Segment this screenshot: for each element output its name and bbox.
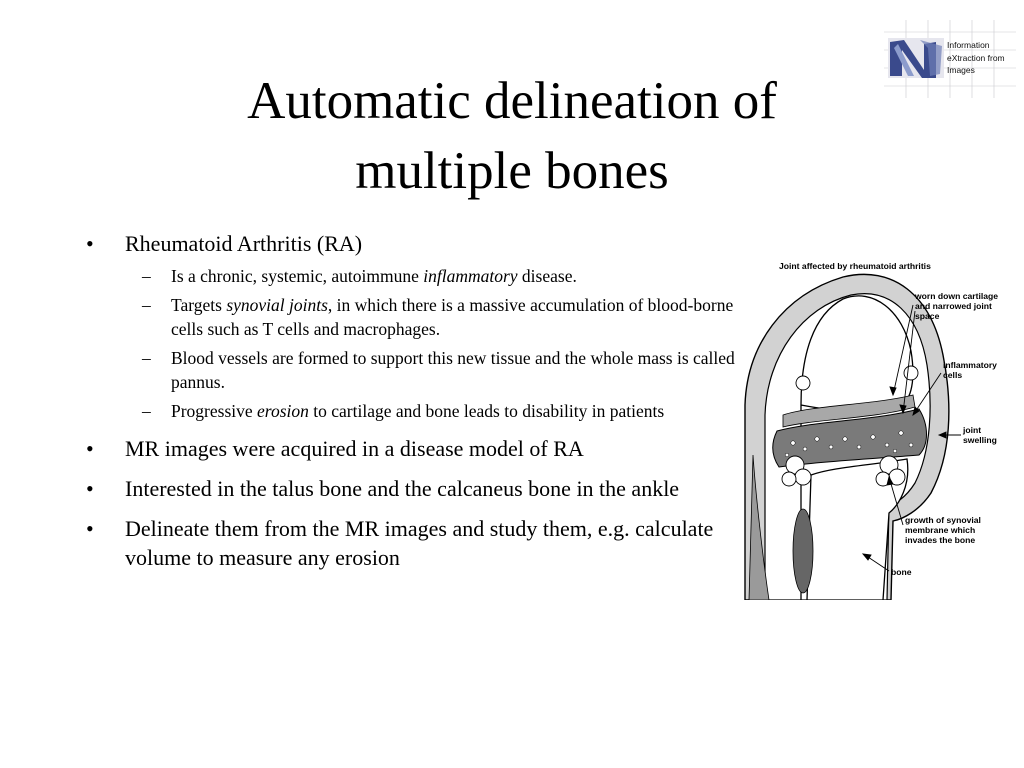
label-swelling-line-2: swelling	[963, 435, 997, 445]
sub-bullet-text-end: , in which there is a massive accumulation of blood-borne cells such as T cells and macrophages.	[171, 295, 734, 339]
bullet-text: MR images were acquired in a disease model of RA	[125, 436, 584, 461]
sub-bullet-emphasis: erosion	[257, 401, 309, 421]
bullet-item-talus-calcaneus	[86, 474, 746, 503]
bullet-list	[86, 229, 746, 572]
bullet-marker: •	[86, 436, 94, 461]
logo-text-line-1: Information	[947, 40, 990, 50]
logo-text-line-2: eXtraction from	[947, 52, 1005, 63]
slide-title-line-2: multiple bones	[355, 142, 669, 200]
logo-text-line-3: Images	[947, 65, 975, 75]
joint-diagram	[743, 255, 1024, 600]
label-cells-line-1: inflammatory	[943, 360, 997, 370]
sub-bullet-text-end: to cartilage and bone leads to disability in patients	[308, 401, 665, 421]
sub-bullet-item	[125, 264, 746, 288]
sub-bullet-marker: –	[142, 295, 151, 315]
left-tendon	[793, 509, 813, 593]
bullet-text: Rheumatoid Arthritis (RA)	[125, 231, 363, 256]
sub-bullet-item	[125, 346, 746, 394]
bullet-text: Interested in the talus bone and the calcaneus bone in the ankle	[125, 476, 680, 501]
sub-bullet-marker: –	[142, 401, 151, 421]
sub-bullet-text: Targets	[171, 295, 227, 315]
sub-bullet-text: Blood vessels are formed to support this new tissue and the whole mass is called pannus.	[171, 348, 735, 392]
bullet-item-ra	[86, 229, 746, 423]
label-synovial-line-3: invades the bone	[905, 535, 976, 545]
bullet-item-delineate	[86, 514, 746, 572]
diagram-caption: Joint affected by rheumatoid arthritis	[779, 261, 931, 271]
bullet-item-mr-images	[86, 434, 746, 463]
sub-bullet-marker: –	[142, 266, 151, 286]
label-cartilage-line-2: and narrowed joint	[915, 301, 992, 311]
bullet-marker: •	[86, 231, 94, 256]
slide-title	[150, 66, 874, 206]
label-synovial-line-2: membrane which	[905, 525, 976, 535]
bullet-marker: •	[86, 516, 94, 541]
bullet-marker: •	[86, 476, 94, 501]
slide-title-line-1: Automatic delineation of	[247, 72, 777, 130]
label-cells-line-2: cells	[943, 370, 963, 380]
sub-bullet-list	[125, 264, 746, 423]
bullet-text: Delineate them from the MR images and study them, e.g. calculate volume to measure any erosion	[125, 516, 714, 570]
sub-bullet-text: Is a chronic, systemic, autoimmune	[171, 266, 424, 286]
sub-bullet-emphasis: inflammatory	[423, 266, 518, 286]
sub-bullet-text-end: disease.	[517, 266, 577, 286]
logo-text	[947, 39, 1005, 77]
sub-bullet-marker: –	[142, 348, 151, 368]
sub-bullet-item	[125, 293, 746, 341]
logo	[884, 20, 1016, 98]
sub-bullet-emphasis: synovial joints	[226, 295, 328, 315]
label-bone: bone	[891, 567, 912, 577]
label-cartilage-line-1: worn down cartilage	[915, 291, 999, 301]
label-cartilage-line-3: space	[915, 311, 940, 321]
sub-bullet-text: Progressive	[171, 401, 258, 421]
label-swelling-line-1: joint	[963, 425, 982, 435]
sub-bullet-item	[125, 399, 746, 423]
label-synovial-line-1: growth of synovial	[905, 515, 981, 525]
